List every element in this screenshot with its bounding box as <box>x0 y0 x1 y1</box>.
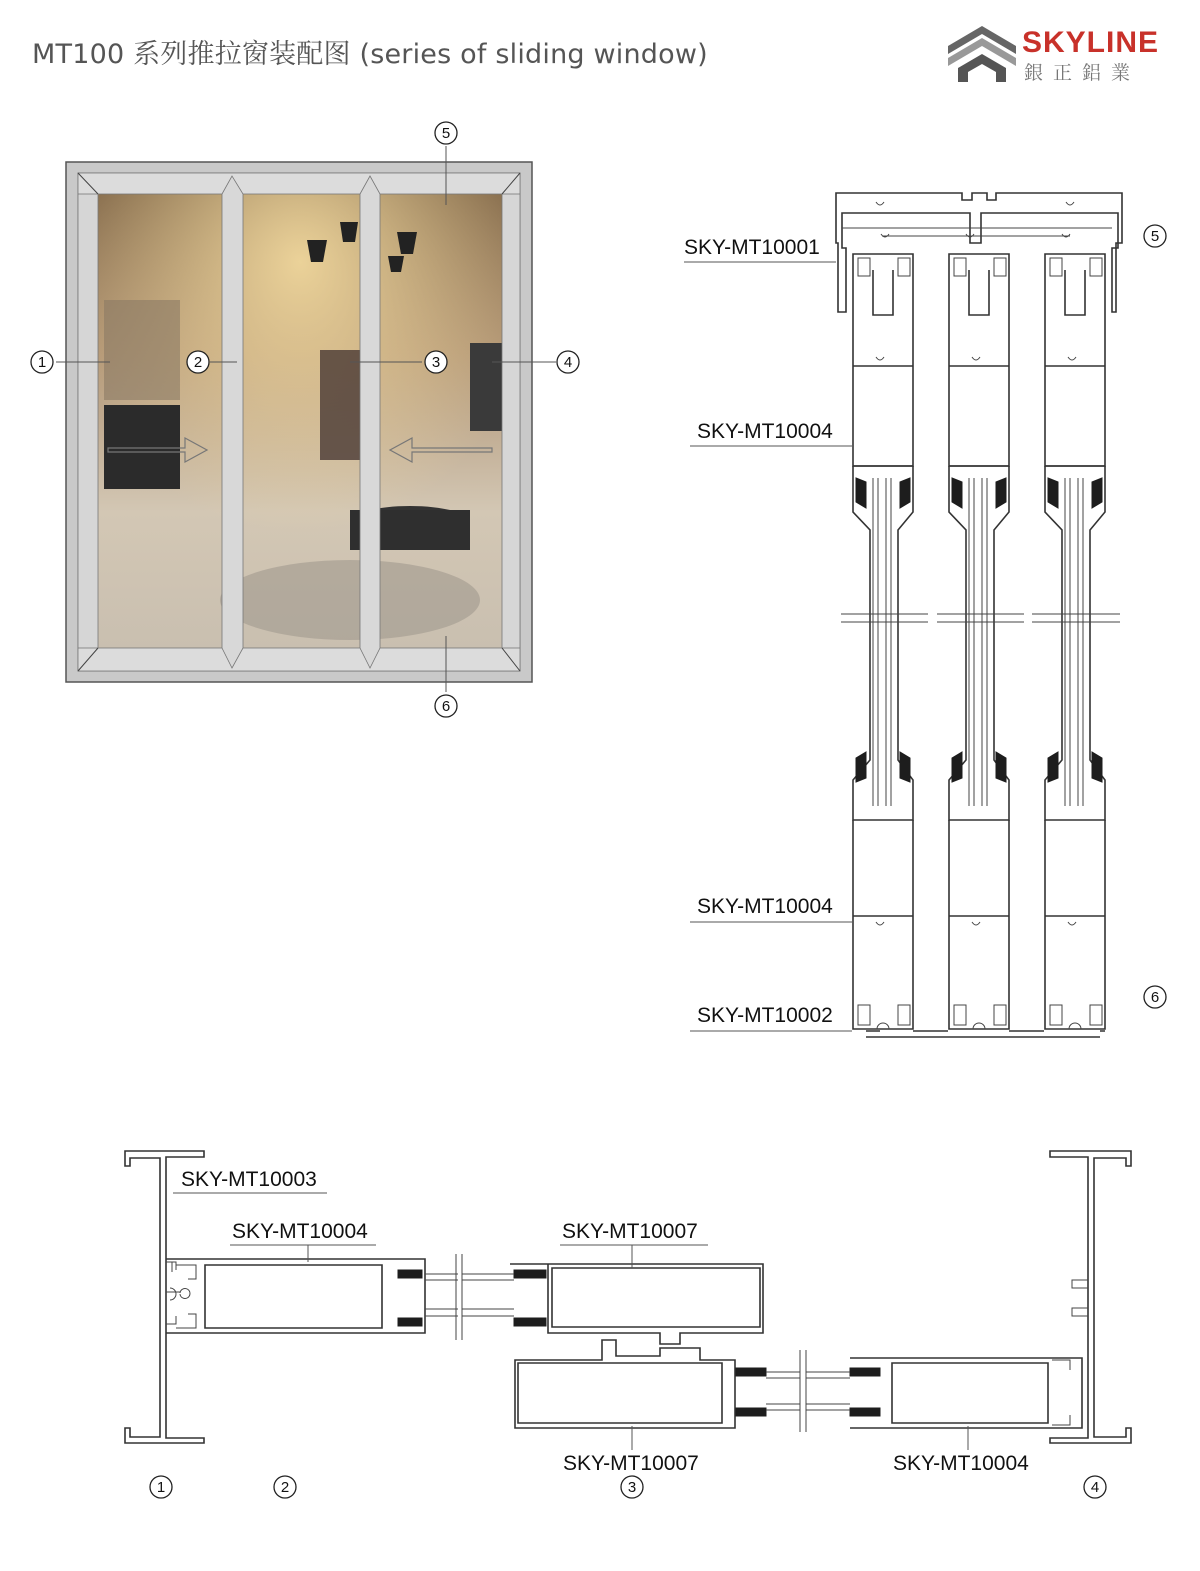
svg-text:6: 6 <box>441 698 451 715</box>
sash-column-3 <box>1045 254 1105 1029</box>
vertical-section <box>684 193 1166 1037</box>
lower-interlock-sash-profile <box>515 1340 800 1428</box>
interlock-mullion-right <box>360 176 380 668</box>
head-frame-profile <box>836 193 1122 312</box>
svg-text:5: 5 <box>441 125 451 142</box>
svg-text:1: 1 <box>156 1479 166 1496</box>
svg-text:2: 2 <box>193 354 203 371</box>
logo-brand-text: SKYLINE <box>1022 26 1160 59</box>
right-jamb-profile <box>1050 1151 1131 1443</box>
plan-marker-3 <box>621 1476 643 1498</box>
svg-text:3: 3 <box>431 354 441 371</box>
elevation-marker-5 <box>435 122 457 144</box>
svg-text:4: 4 <box>1090 1479 1100 1496</box>
section-marker-5 <box>1144 225 1166 247</box>
elevation-marker-1 <box>31 351 53 373</box>
label-sky-mt10004-bottom: SKY-MT10004 <box>697 895 833 918</box>
label-sky-mt10003: SKY-MT10003 <box>181 1168 317 1191</box>
elevation-marker-6 <box>435 695 457 717</box>
plan-marker-2 <box>274 1476 296 1498</box>
elevation-marker-2 <box>187 351 209 373</box>
label-sky-mt10004-left: SKY-MT10004 <box>232 1220 368 1243</box>
right-sash-profile <box>806 1358 1082 1428</box>
label-sky-mt10004-right: SKY-MT10004 <box>893 1452 1029 1475</box>
svg-text:6: 6 <box>1150 989 1160 1006</box>
tv-screen <box>104 405 180 489</box>
svg-text:3: 3 <box>627 1479 637 1496</box>
svg-text:1: 1 <box>37 354 47 371</box>
label-sky-mt10001: SKY-MT10001 <box>684 236 820 259</box>
window-elevation <box>31 122 579 717</box>
sash-column-2 <box>949 254 1009 1029</box>
sash-column-1 <box>853 254 913 1029</box>
elevation-marker-4 <box>557 351 579 373</box>
left-jamb-profile <box>125 1151 204 1443</box>
horizontal-section <box>125 1151 1131 1498</box>
plan-marker-4 <box>1084 1476 1106 1498</box>
logo-subtitle-text: 銀正鋁業 <box>1024 62 1141 84</box>
page-title: MT100 系列推拉窗装配图 (series of sliding window) <box>32 39 708 70</box>
upper-interlock-sash-profile <box>462 1264 763 1344</box>
svg-text:4: 4 <box>563 354 573 371</box>
plan-marker-1 <box>150 1476 172 1498</box>
wall-picture <box>470 343 502 431</box>
rug <box>220 560 480 640</box>
label-sky-mt10002: SKY-MT10002 <box>697 1004 833 1027</box>
label-sky-mt10007-lower: SKY-MT10007 <box>563 1452 699 1475</box>
left-sash-profile <box>166 1259 458 1333</box>
sill-frame-profile <box>866 1031 1105 1037</box>
interlock-mullion-left <box>222 176 243 668</box>
elevation-marker-3 <box>425 351 447 373</box>
label-sky-mt10007-upper: SKY-MT10007 <box>562 1220 698 1243</box>
label-sky-mt10004-top: SKY-MT10004 <box>697 420 833 443</box>
svg-text:5: 5 <box>1150 228 1160 245</box>
svg-text:2: 2 <box>280 1479 290 1496</box>
section-marker-6 <box>1144 986 1166 1008</box>
